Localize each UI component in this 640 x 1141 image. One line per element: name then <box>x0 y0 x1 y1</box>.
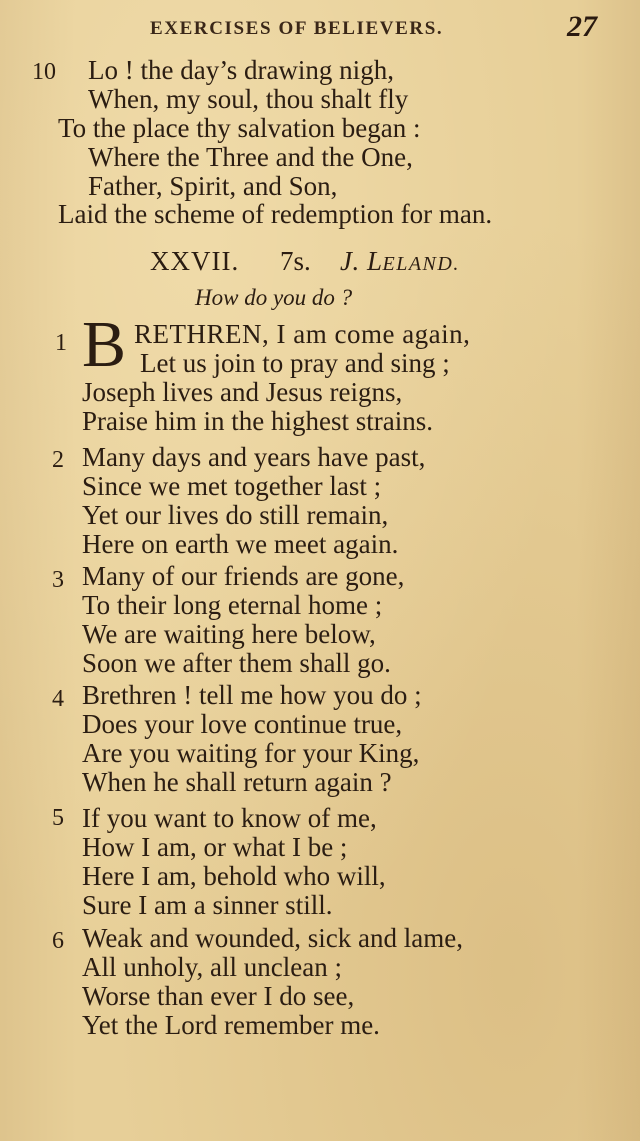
verse-line: How I am, or what I be ; <box>82 832 348 862</box>
running-title: EXERCISES OF BELIEVERS. <box>150 18 444 39</box>
stanza-number: 10 <box>32 59 56 85</box>
verse-line: Many of our friends are gone, <box>82 561 405 591</box>
verse-line: Many days and years have past, <box>82 442 426 472</box>
author-initials: J. L <box>340 246 383 276</box>
verse-line: If you want to know of me, <box>82 803 377 833</box>
verse-line: Are you waiting for your King, <box>82 738 420 768</box>
verse-line: Here on earth we meet again. <box>82 529 399 559</box>
verse-line: Father, Spirit, and Son, <box>88 171 338 201</box>
verse-line: Sure I am a sinner still. <box>82 890 333 920</box>
verse-line: Weak and wounded, sick and lame, <box>82 923 463 953</box>
stanza-number: 3 <box>52 567 64 593</box>
stanza-number: 5 <box>52 805 64 831</box>
verse-line: Does your love continue true, <box>82 709 403 739</box>
verse-line: To the place thy salvation began : <box>58 113 421 143</box>
verse-line: Soon we after them shall go. <box>82 648 391 678</box>
stanza-number: 2 <box>52 447 64 473</box>
verse-line: Here I am, behold who will, <box>82 861 386 891</box>
verse-line: Yet our lives do still remain, <box>82 500 389 530</box>
verse-line: Let us join to pray and sing ; <box>140 348 450 378</box>
verse-line: RETHREN, I am come again, <box>134 319 471 349</box>
verse-line: Yet the Lord remember me. <box>82 1010 380 1040</box>
drop-cap: B <box>82 308 127 381</box>
verse-line: Joseph lives and Jesus reigns, <box>82 377 403 407</box>
page-number: 27 <box>567 10 597 43</box>
stanza-number: 6 <box>52 928 64 954</box>
verse-line: Lo ! the day’s drawing nigh, <box>88 55 394 85</box>
verse-line: To their long eternal home ; <box>82 590 383 620</box>
verse-line: Since we met together last ; <box>82 471 382 501</box>
verse-line: We are waiting here below, <box>82 619 376 649</box>
verse-line: Laid the scheme of redemption for man. <box>58 199 493 229</box>
author-surname-rest: ELAND. <box>382 253 460 275</box>
hymn-number: XXVII. <box>150 246 240 276</box>
verse-line: Worse than ever I do see, <box>82 981 355 1011</box>
hymn-author <box>340 246 460 277</box>
hymn-subtitle: How do you do ? <box>195 285 353 310</box>
verse-line: When he shall return again ? <box>82 767 392 797</box>
stanza-number: 4 <box>52 686 64 712</box>
verse-line: Where the Three and the One, <box>88 142 413 172</box>
stanza-number: 1 <box>55 330 67 356</box>
hymn-meter: 7s. <box>280 246 311 276</box>
verse-line: Brethren ! tell me how you do ; <box>82 680 422 710</box>
verse-line: All unholy, all unclean ; <box>82 952 342 982</box>
verse-line: When, my soul, thou shalt fly <box>88 84 409 114</box>
verse-line: Praise him in the highest strains. <box>82 406 433 436</box>
